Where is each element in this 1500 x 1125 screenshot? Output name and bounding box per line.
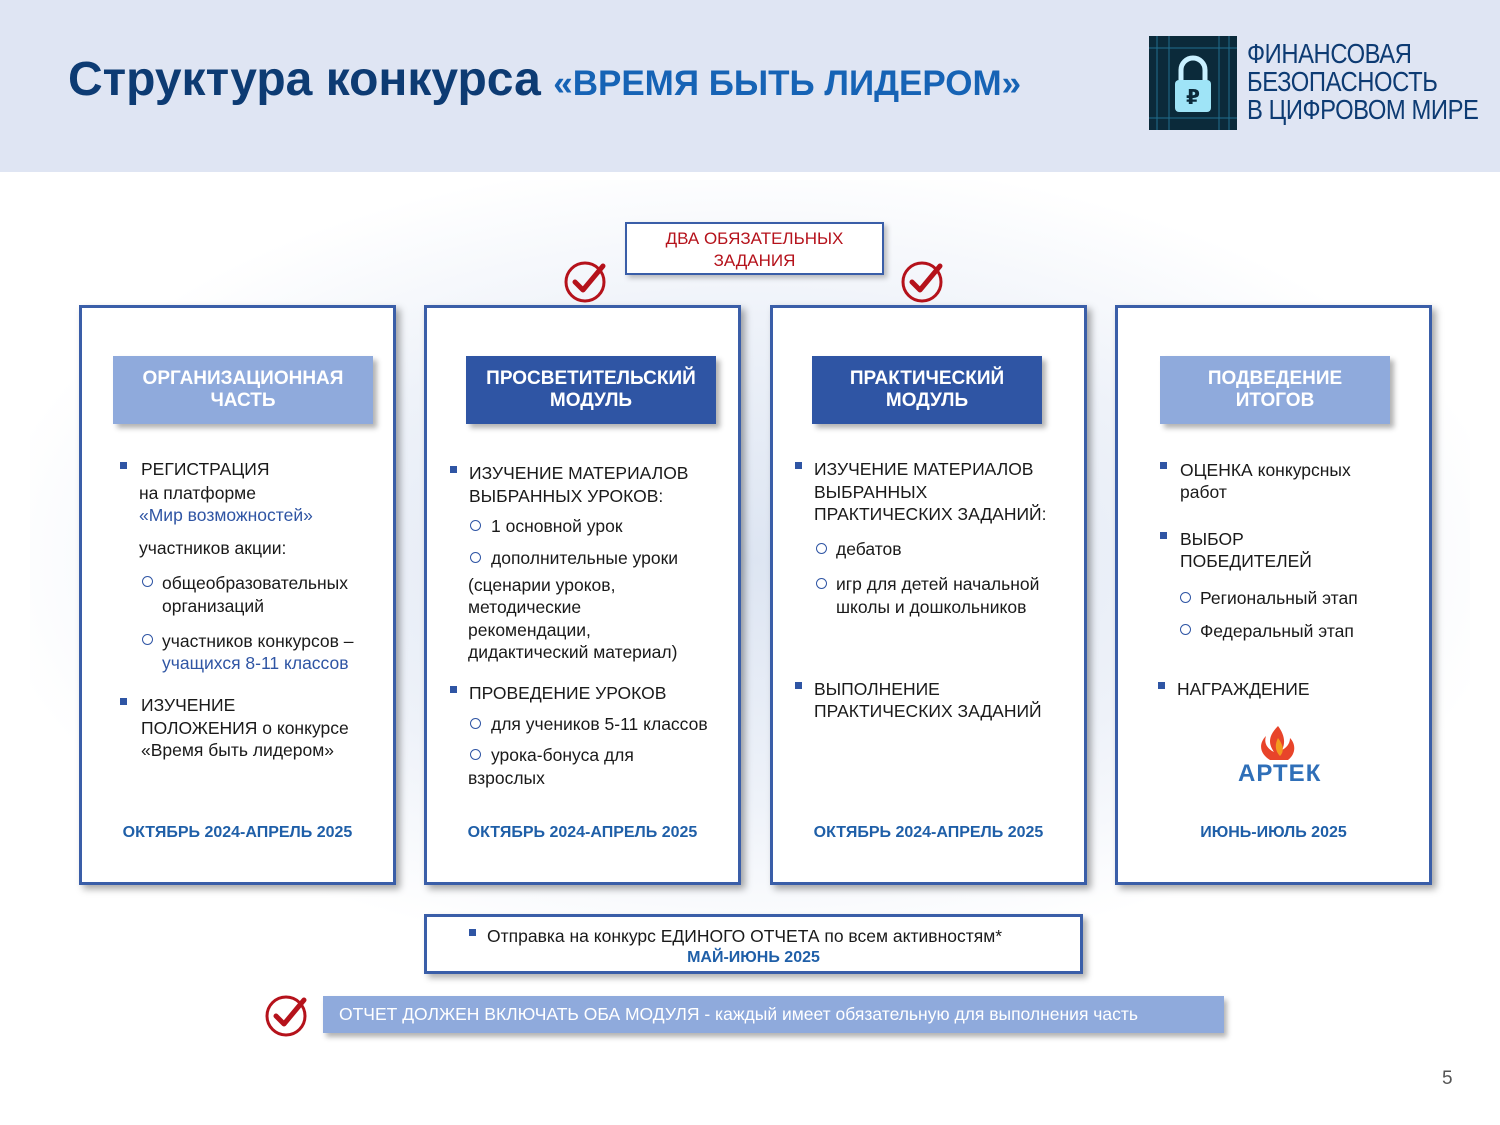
list-item: на платформе <box>139 483 256 503</box>
check-mark-icon <box>563 258 609 304</box>
note-rest: - каждый имеет обязательную для выполнения часть <box>699 1004 1139 1024</box>
card-date: ИЮНЬ-ИЮЛЬ 2025 <box>1200 824 1347 841</box>
card-practical-module <box>770 305 1087 885</box>
report-text: Отправка на конкурс ЕДИНОГО ОТЧЕТА по всем активностям* <box>487 926 1003 946</box>
list-item: методические <box>468 597 582 617</box>
bullet-circle <box>470 552 481 563</box>
card-title <box>812 356 1042 424</box>
bullet-square <box>450 466 457 473</box>
card-date: ОКТЯБРЬ 2024-АПРЕЛЬ 2025 <box>122 824 353 841</box>
card-title <box>1160 356 1390 424</box>
list-item: участников конкурсов – <box>162 631 354 651</box>
artek-logo <box>1236 724 1320 788</box>
bullet-circle <box>1180 624 1191 635</box>
card-title-line: МОДУЛЬ <box>885 390 969 411</box>
logo-line-1: ФИНАНСОВАЯ <box>1247 38 1412 69</box>
card-title <box>113 356 373 424</box>
bullet-circle <box>142 576 153 587</box>
bullet-square <box>1160 532 1167 539</box>
note-caps: ОТЧЕТ ДОЛЖЕН ВКЛЮЧАТЬ ОБА МОДУЛЯ <box>339 1004 700 1024</box>
logo-line-3: В ЦИФРОВОМ МИРЕ <box>1247 94 1479 125</box>
card-title-line: ЧАСТЬ <box>210 390 276 411</box>
list-item: Региональный этап <box>1200 588 1358 608</box>
lock-ruble-icon <box>1149 36 1237 130</box>
logo-text <box>1247 40 1500 124</box>
tasks-label-line-1: ДВА ОБЯЗАТЕЛЬНЫХ <box>665 229 844 248</box>
list-item: учащихся 8-11 классов <box>162 653 349 673</box>
list-item: ИЗУЧЕНИЕ <box>141 695 236 715</box>
list-item: ПРАКТИЧЕСКИХ ЗАДАНИЙ <box>814 701 1042 721</box>
bullet-square <box>795 682 802 689</box>
card-title-line: ИТОГОВ <box>1235 390 1315 411</box>
card-title-line: ПРАКТИЧЕСКИЙ <box>849 368 1005 389</box>
svg-text:₽: ₽ <box>1186 85 1200 109</box>
platform-name: «Мир возможностей» <box>139 505 313 525</box>
page-title <box>68 52 1021 107</box>
artek-text: АРТЕК <box>1238 760 1322 787</box>
list-item: ВЫПОЛНЕНИЕ <box>814 679 940 699</box>
card-title-line: ПРОСВЕТИТЕЛЬСКИЙ <box>486 368 696 389</box>
bullet-square <box>1160 462 1167 469</box>
bottom-note-bar <box>323 996 1224 1033</box>
bullet-square <box>795 462 802 469</box>
list-item: ИЗУЧЕНИЕ МАТЕРИАЛОВ <box>469 463 689 483</box>
tasks-label-line-2: ЗАДАНИЯ <box>713 251 796 270</box>
list-item: (сценарии уроков, <box>468 575 616 595</box>
list-item: Федеральный этап <box>1200 621 1354 641</box>
title-main: Структура конкурса <box>68 53 541 106</box>
list-item: для учеников 5-11 классов <box>491 714 708 734</box>
list-item: рекомендации, <box>468 620 591 640</box>
list-item: игр для детей начальной <box>836 574 1040 594</box>
list-item: участников акции: <box>139 538 287 558</box>
list-item: РЕГИСТРАЦИЯ <box>141 459 270 479</box>
page-number: 5 <box>1442 1068 1453 1089</box>
list-item: ОЦЕНКА конкурсных <box>1180 460 1351 480</box>
list-item: общеобразовательных <box>162 573 349 593</box>
check-mark-icon <box>264 992 310 1038</box>
list-item: ВЫБРАННЫХ УРОКОВ: <box>469 486 664 506</box>
logo-line-2: БЕЗОПАСНОСТЬ <box>1247 66 1438 97</box>
bullet-square <box>120 698 127 705</box>
list-item: ВЫБРАННЫХ <box>814 482 928 502</box>
list-item: ВЫБОР <box>1180 529 1244 549</box>
list-item: ПОЛОЖЕНИЯ о конкурсе <box>141 718 349 738</box>
bullet-square <box>1158 682 1165 689</box>
bullet-square <box>120 462 127 469</box>
list-item: ПРОВЕДЕНИЕ УРОКОВ <box>469 683 667 703</box>
list-item: дидактический материал) <box>468 642 678 662</box>
card-title <box>466 356 716 424</box>
bullet-circle <box>1180 592 1191 603</box>
bullet-square <box>469 929 476 936</box>
bullet-circle <box>142 634 153 645</box>
list-item: ПОБЕДИТЕЛЕЙ <box>1180 551 1312 571</box>
single-report-box <box>424 914 1083 974</box>
list-item: НАГРАЖДЕНИЕ <box>1177 679 1310 699</box>
card-date: ОКТЯБРЬ 2024-АПРЕЛЬ 2025 <box>467 824 698 841</box>
card-title-line: МОДУЛЬ <box>549 390 633 411</box>
bullet-circle <box>816 578 827 589</box>
bullet-circle <box>470 520 481 531</box>
card-title-line: ОРГАНИЗАЦИОННАЯ <box>142 368 344 389</box>
list-item: дебатов <box>836 539 902 559</box>
card-title-line: ПОДВЕДЕНИЕ <box>1207 368 1343 389</box>
list-item: работ <box>1180 482 1227 502</box>
list-item: школы и дошкольников <box>836 597 1027 617</box>
list-item: дополнительные уроки <box>491 548 679 568</box>
list-item: ПРАКТИЧЕСКИХ ЗАДАНИЙ: <box>814 504 1047 524</box>
list-item: «Время быть лидером» <box>141 740 334 760</box>
list-item: урока-бонуса для <box>491 745 634 765</box>
check-mark-icon <box>900 258 946 304</box>
card-date: ОКТЯБРЬ 2024-АПРЕЛЬ 2025 <box>813 824 1044 841</box>
report-date: МАЙ-ИЮНЬ 2025 <box>687 949 820 966</box>
mandatory-tasks-label <box>625 222 884 275</box>
list-item: организаций <box>162 596 264 616</box>
list-item: 1 основной урок <box>491 516 623 536</box>
bullet-square <box>450 686 457 693</box>
list-item: взрослых <box>468 768 545 788</box>
bullet-circle <box>470 718 481 729</box>
bullet-circle <box>470 749 481 760</box>
bullet-circle <box>816 543 827 554</box>
title-sub: «ВРЕМЯ БЫТЬ ЛИДЕРОМ» <box>553 64 1022 103</box>
list-item: ИЗУЧЕНИЕ МАТЕРИАЛОВ <box>814 459 1034 479</box>
